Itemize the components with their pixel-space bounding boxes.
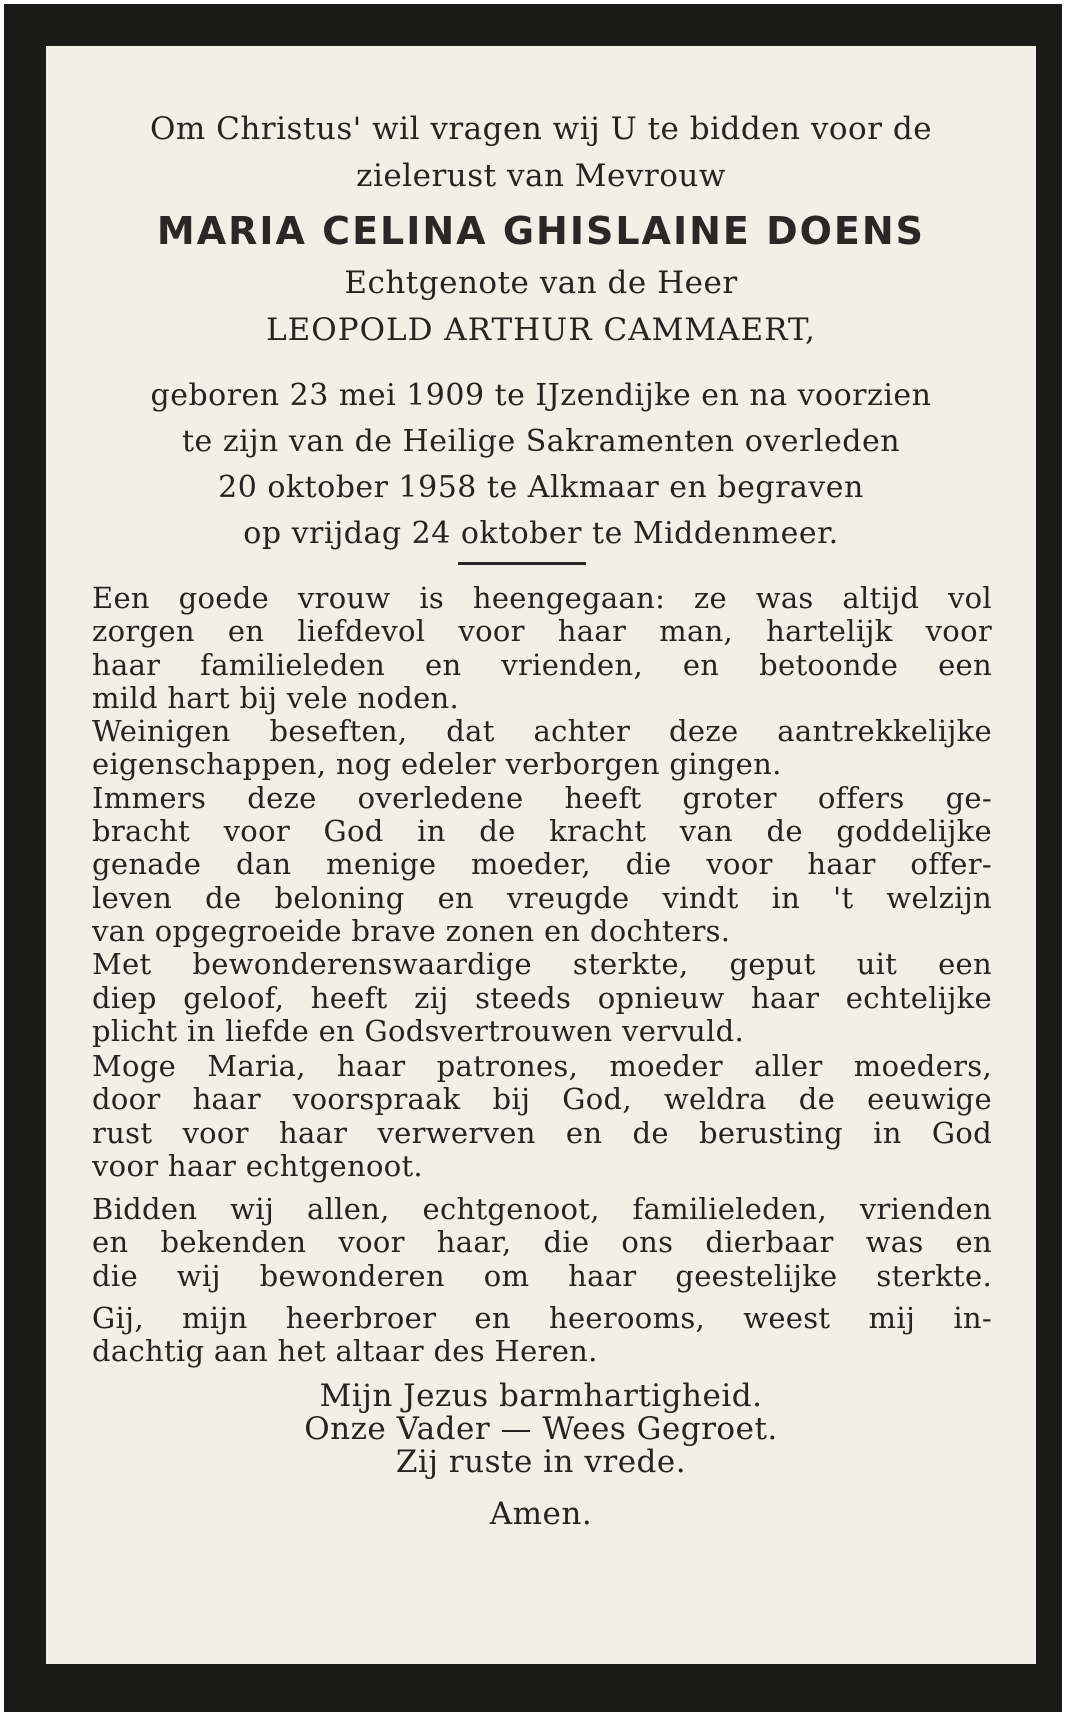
text-line: haar familieleden en vrienden, en betoonde een: [92, 648, 992, 682]
text-line: Een goede vrouw is heengegaan: ze was altijd vol: [92, 582, 992, 615]
birth-death-line: te zijn van de Heilige Sakramenten overleden: [181, 424, 901, 459]
text-line: rust voor haar verwerven en de berusting in God: [92, 1116, 992, 1150]
text-line: mild hart bij vele noden.: [92, 681, 460, 715]
text-line: en bekenden voor haar, die ons dierbaar was en: [92, 1226, 992, 1260]
text-line: Gij, mijn heerbroer en heerooms, weest mij in-: [92, 1302, 992, 1335]
eulogy-paragraph-1: [92, 582, 992, 1048]
intro-line: Om Christus' wil vragen wij U te bidden voor de: [149, 111, 933, 147]
divider-rule: [458, 562, 586, 565]
memorial-card: [46, 46, 1036, 1664]
text-line: van opgegroeide brave zonen en dochters.: [92, 914, 731, 948]
text-line: Moge Maria, haar patrones, moeder aller moeders,: [92, 1050, 992, 1083]
eulogy-paragraph-2: [92, 1050, 992, 1183]
birth-death-line: op vrijdag 24 oktober te Middenmeer.: [243, 516, 839, 551]
birth-death-line: 20 oktober 1958 te Alkmaar en begraven: [218, 470, 864, 505]
closing-prayers: [46, 1380, 1036, 1479]
text-line: Weinigen beseften, dat achter deze aantrekkelijke: [92, 715, 992, 749]
prayer-line: Onze Vader — Wees Gegroet.: [304, 1411, 778, 1447]
intro-text: [46, 106, 1036, 200]
text-line: genade dan menige moeder, die voor haar offer-: [92, 848, 992, 882]
text-line: dachtig aan het altaar des Heren.: [92, 1335, 598, 1369]
intro-line: zielerust van Mevrouw: [356, 158, 726, 194]
spouse-line: Echtgenote van de Heer: [344, 265, 738, 301]
spouse-section: [46, 260, 1036, 354]
prayer-line: Mijn Jezus barmhartigheid.: [319, 1378, 763, 1414]
text-line: zorgen en liefdevol voor haar man, hartelijk voor: [92, 615, 992, 649]
text-line: door haar voorspraak bij God, weldra de eeuwige: [92, 1083, 992, 1117]
deceased-name: MARIA CELINA GHISLAINE DOENS: [156, 209, 926, 253]
spouse-name: LEOPOLD ARTHUR CAMMAERT,: [266, 312, 816, 348]
eulogy-paragraph-3: [92, 1193, 992, 1293]
birth-death-details: [46, 373, 1036, 557]
amen-line: Amen.: [489, 1496, 593, 1532]
text-line: Bidden wij allen, echtgenoot, familieleden, vrienden: [92, 1193, 992, 1226]
prayer-line: Zij ruste in vrede.: [395, 1444, 687, 1480]
text-line: Immers deze overledene heeft groter offers ge-: [92, 781, 992, 815]
text-line: Met bewonderenswaardige sterkte, geput uit een: [92, 948, 992, 982]
text-line: bracht voor God in de kracht van de goddelijke: [92, 815, 992, 849]
birth-death-line: geboren 23 mei 1909 te IJzendijke en na voorzien: [150, 378, 932, 413]
text-line: diep geloof, heeft zij steeds opnieuw haar echtelijke: [92, 981, 992, 1015]
text-line: die wij bewonderen om haar geestelijke sterkte.: [92, 1259, 992, 1293]
eulogy-paragraph-4: [92, 1302, 992, 1369]
text-line: plicht in liefde en Godsvertrouwen vervuld.: [92, 1014, 744, 1048]
memorial-card-border: [4, 4, 1062, 1712]
text-line: voor haar echtgenoot.: [92, 1149, 423, 1183]
text-line: eigenschappen, nog edeler verborgen gingen.: [92, 748, 782, 782]
text-line: leven de beloning en vreugde vindt in 't welzijn: [92, 881, 992, 915]
